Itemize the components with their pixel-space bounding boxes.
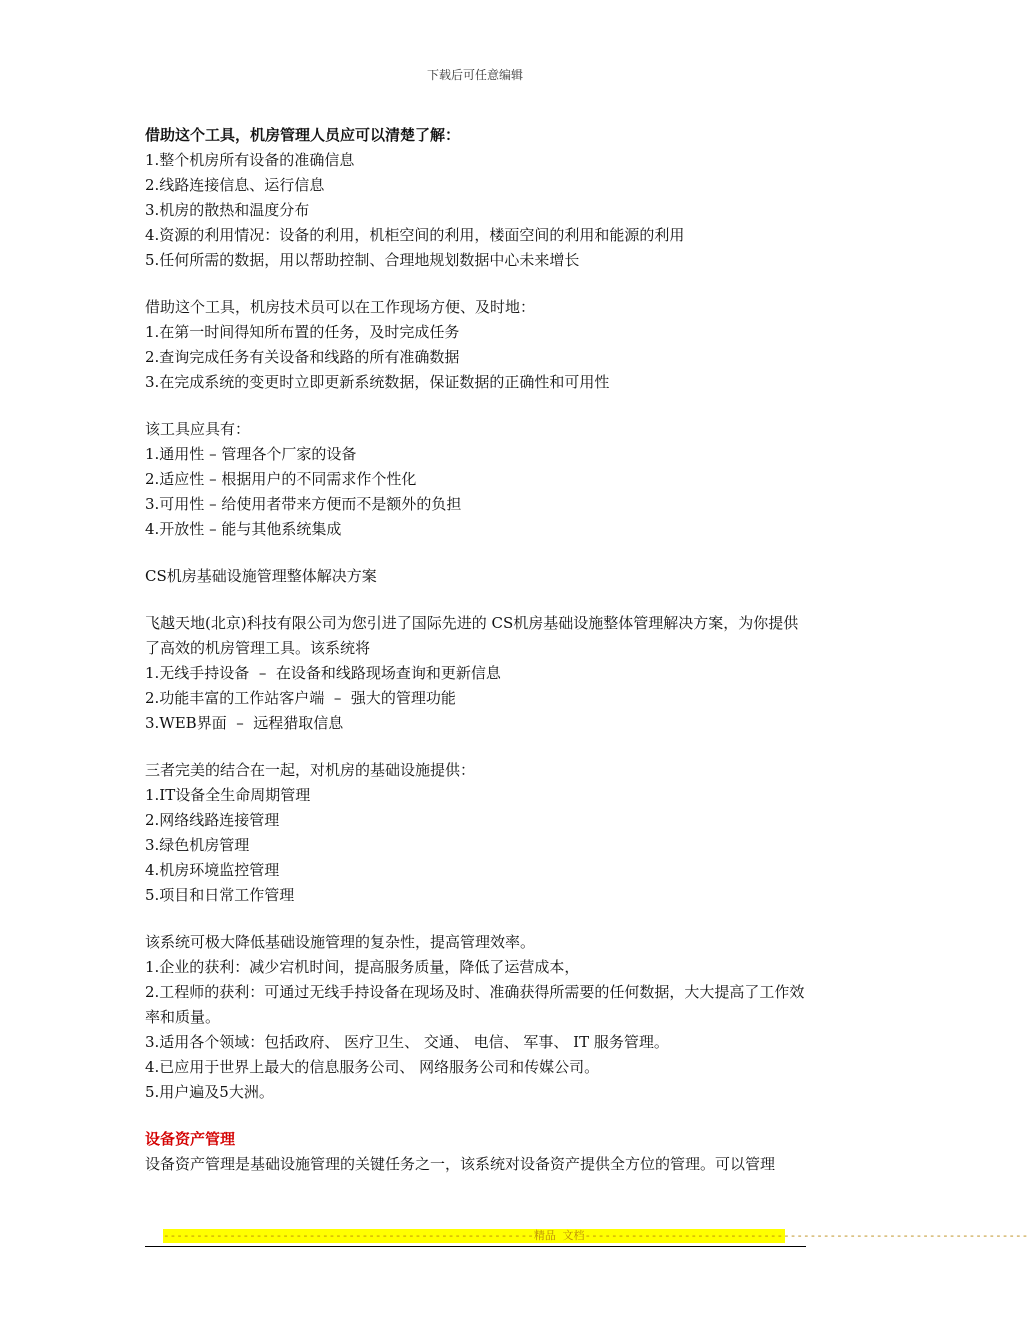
section-0 — [145, 123, 810, 273]
asset-management-body: 设备资产管理是基础设施管理的关键任务之一，该系统对设备资产提供全方位的管理。可以管理 — [145, 1155, 776, 1173]
section-4 — [145, 611, 810, 736]
footer-band: --------------------------------------------------------精品 文档------------------------------------------------------------------- — [163, 1229, 1028, 1242]
list-item: 5.任何所需的数据，用以帮助控制、合理地规划数据中心未来增长 — [145, 251, 580, 269]
section-title: CS机房基础设施管理整体解决方案 — [145, 567, 377, 585]
list-item: 2.线路连接信息、运行信息 — [145, 176, 325, 194]
section-title: 借助这个工具，机房技术员可以在工作现场方便、及时地： — [145, 298, 536, 316]
list-item: 2.网络线路连接管理 — [145, 811, 280, 829]
section-1 — [145, 295, 810, 395]
section-6 — [145, 930, 810, 1105]
list-item: 5.项目和日常工作管理 — [145, 886, 295, 904]
sections-container — [145, 123, 810, 1105]
document-body — [145, 123, 810, 1199]
list-item: 4.资源的利用情况：设备的利用，机柜空间的利用，楼面空间的利用和能源的利用 — [145, 226, 685, 244]
section-title: 该系统可极大降低基础设施管理的复杂性，提高管理效率。 — [145, 933, 536, 951]
footer-rule — [145, 1246, 806, 1247]
section-2 — [145, 417, 810, 542]
list-item: 1.无线手持设备 – 在设备和线路现场查询和更新信息 — [145, 664, 501, 682]
list-item: 4.已应用于世界上最大的信息服务公司、 网络服务公司和传媒公司。 — [145, 1058, 600, 1076]
list-item: 4.机房环境监控管理 — [145, 861, 280, 879]
list-item: 1.企业的获利：减少宕机时间，提高服务质量，降低了运营成本， — [145, 958, 580, 976]
section-title: 三者完美的结合在一起，对机房的基础设施提供： — [145, 761, 476, 779]
list-item: 5.用户遍及5大洲。 — [145, 1083, 274, 1101]
list-item: 3.可用性 – 给使用者带来方便而不是额外的负担 — [145, 495, 462, 513]
list-item: 3.绿色机房管理 — [145, 836, 250, 854]
list-item: 3.适用各个领域：包括政府、 医疗卫生、 交通、 电信、 军事、 IT 服务管理。 — [145, 1033, 669, 1051]
list-item: 3.WEB界面 – 远程猎取信息 — [145, 714, 344, 732]
section-5 — [145, 758, 810, 908]
page-header: 下载后可任意编辑 — [426, 68, 523, 82]
list-item: 2.适应性 – 根据用户的不同需求作个性化 — [145, 470, 417, 488]
list-item: 1.整个机房所有设备的准确信息 — [145, 151, 355, 169]
list-item: 3.机房的散热和温度分布 — [145, 201, 310, 219]
section-title: 该工具应具有： — [145, 420, 251, 438]
section-3 — [145, 564, 810, 589]
list-item: 1.IT设备全生命周期管理 — [145, 786, 311, 804]
list-item: 3.在完成系统的变更时立即更新系统数据，保证数据的正确性和可用性 — [145, 373, 610, 391]
list-item: 1.在第一时间得知所布置的任务，及时完成任务 — [145, 323, 460, 341]
list-item: 4.开放性 – 能与其他系统集成 — [145, 520, 342, 538]
asset-management-heading: 设备资产管理 — [145, 1130, 236, 1148]
list-item: 2.查询完成任务有关设备和线路的所有准确数据 — [145, 348, 460, 366]
section-title: 飞越天地(北京)科技有限公司为您引进了国际先进的 CS机房基础设施整体管理解决方案，为你提供了高效的机房管理工具。该系统将 — [145, 614, 799, 657]
list-item: 2.功能丰富的工作站客户端 – 强大的管理功能 — [145, 689, 456, 707]
list-item: 1.通用性 – 管理各个厂家的设备 — [145, 445, 357, 463]
section-title: 借助这个工具，机房管理人员应可以清楚了解： — [145, 126, 461, 144]
list-item: 2.工程师的获利：可通过无线手持设备在现场及时、准确获得所需要的任何数据，大大提高了工作效率和质量。 — [145, 983, 805, 1026]
asset-management-section — [145, 1127, 810, 1177]
